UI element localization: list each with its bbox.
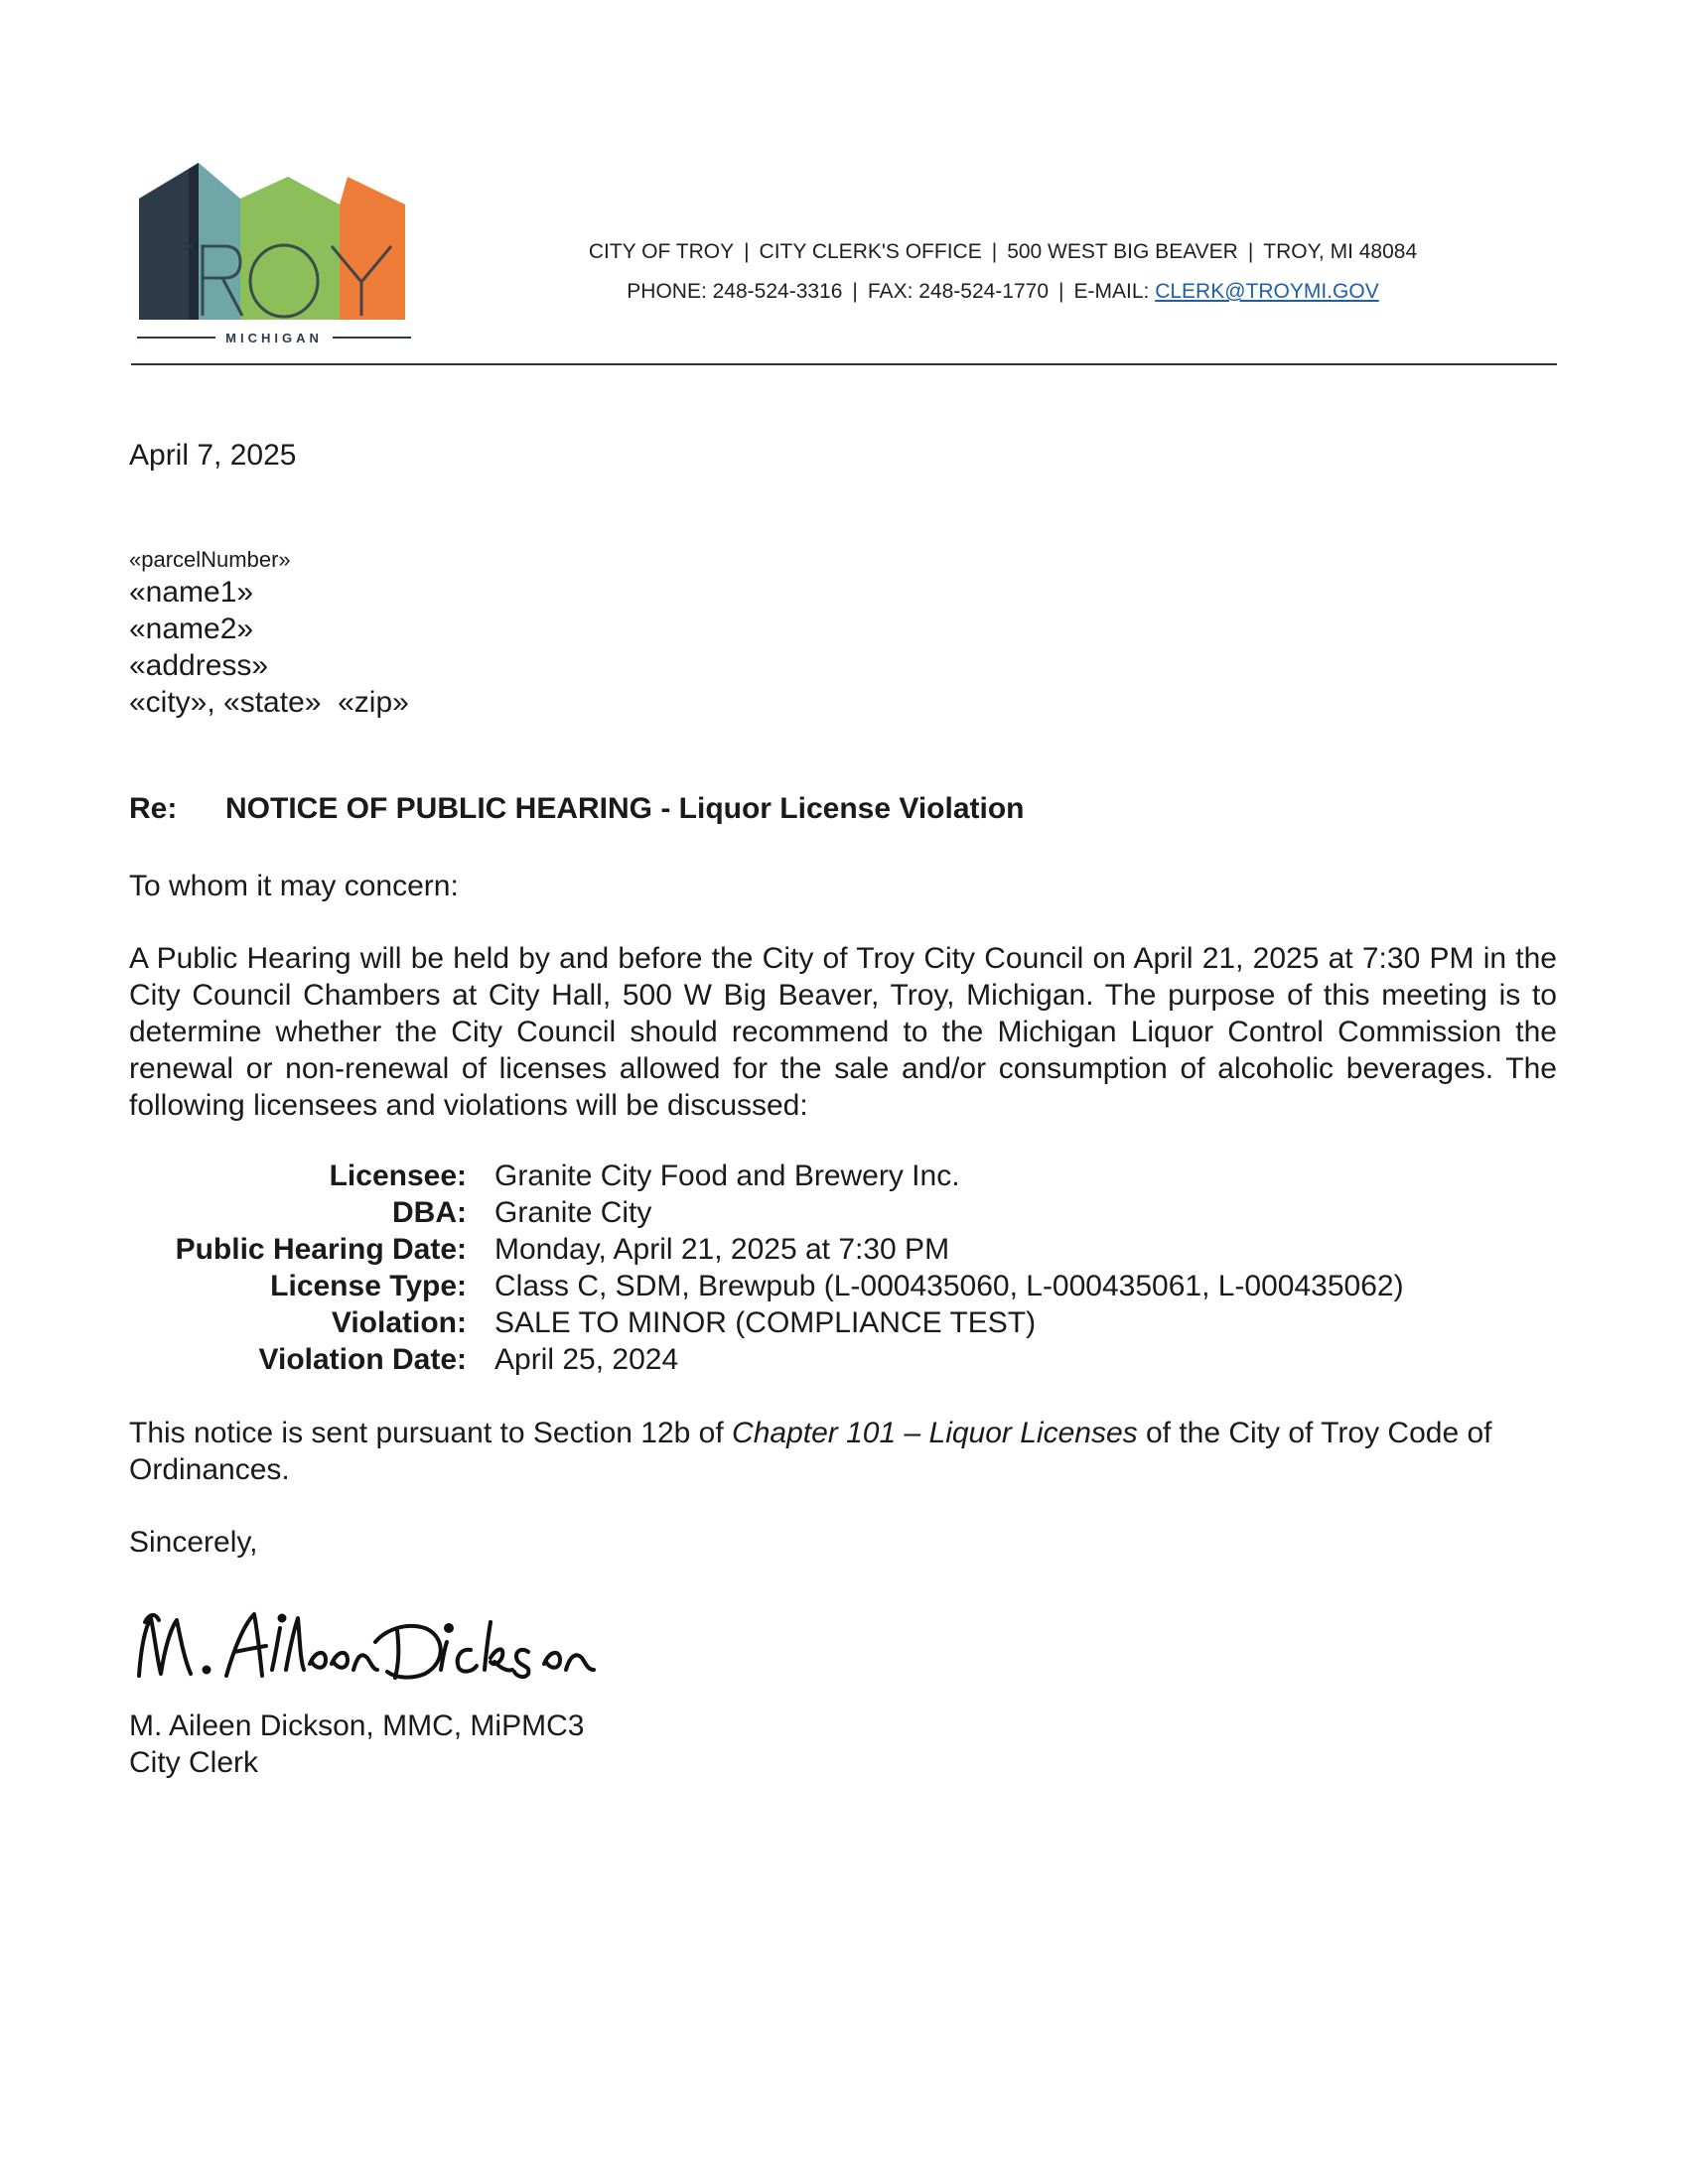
- recipient-name2: «name2»: [129, 613, 254, 645]
- detail-label: Violation:: [331, 1306, 467, 1339]
- pursuant-text-end: of the City of Troy Code of Ordinances.: [129, 1417, 1492, 1486]
- re-subject: NOTICE OF PUBLIC HEARING - Liquor License Violation: [225, 792, 1025, 825]
- recipient-block: [129, 546, 409, 721]
- signer-name: M. Aileen Dickson, MMC, MiPMC3: [129, 1709, 585, 1742]
- detail-value: Class C, SDM, Brewpub (L-000435060, L-000435061, L-000435062): [494, 1270, 1404, 1302]
- subject-line: [129, 792, 1025, 826]
- signature-graphic: [127, 1578, 663, 1698]
- letter-date: April 7, 2025: [129, 439, 297, 472]
- detail-label: Violation Date:: [258, 1343, 467, 1376]
- logo-subtitle-row: [137, 328, 411, 347]
- street-address: 500 WEST BIG BEAVER: [1007, 240, 1238, 263]
- email-label: E-MAIL:: [1073, 280, 1150, 303]
- email-link[interactable]: CLERK@TROYMI.GOV: [1155, 280, 1379, 303]
- detail-value: SALE TO MINOR (COMPLIANCE TEST): [494, 1306, 1037, 1339]
- logo-subtitle: MICHIGAN: [225, 330, 323, 345]
- detail-row-license-type: [129, 1268, 1404, 1304]
- pursuant-paragraph: [129, 1415, 1559, 1488]
- signer-block: [129, 1707, 584, 1781]
- troy-logo: [137, 159, 411, 349]
- separator: |: [744, 240, 750, 263]
- logo-rule-right: [333, 337, 411, 339]
- city-state-zip: TROY, MI 48084: [1263, 240, 1418, 263]
- ordinance-title: Chapter 101 – Liquor Licenses: [732, 1417, 1138, 1449]
- detail-row-licensee: [129, 1158, 1404, 1194]
- separator: |: [1247, 240, 1254, 263]
- detail-row-hearing-date: [129, 1231, 1404, 1268]
- recipient-address: «address»: [129, 649, 269, 682]
- closing: Sincerely,: [129, 1526, 258, 1559]
- phone: PHONE: 248-524-3316: [627, 280, 843, 303]
- detail-label: Licensee:: [329, 1160, 467, 1192]
- license-details: [129, 1158, 1404, 1378]
- greeting: To whom it may concern:: [129, 870, 459, 902]
- header-divider: [131, 363, 1557, 365]
- fax: FAX: 248-524-1770: [867, 280, 1050, 303]
- detail-value: Monday, April 21, 2025 at 7:30 PM: [494, 1233, 950, 1266]
- detail-value: Granite City Food and Brewery Inc.: [494, 1160, 960, 1192]
- separator: |: [1058, 280, 1064, 303]
- detail-row-dba: [129, 1194, 1404, 1231]
- org-name: CITY OF TROY: [588, 240, 735, 263]
- body-paragraph: A Public Hearing will be held by and before the City of Troy City Council on April 21, 2025 at 7:30 PM in the City Council Chambers at City Hall, 500 W Big Beaver, Troy, Michigan. The purpose of this meeting is to determine whether the City Council should recommend to the Michigan Liquor Control Commission the renewal or non-renewal of licenses allowed for the sale and/or consumption of alcoholic beverages. The following licensees and violations will be discussed:: [129, 942, 1557, 1122]
- detail-label: DBA:: [392, 1196, 467, 1229]
- detail-label: License Type:: [270, 1270, 467, 1302]
- office-name: CITY CLERK'S OFFICE: [759, 240, 982, 263]
- handwritten-signature: [127, 1578, 663, 1698]
- recipient-name1: «name1»: [129, 576, 254, 609]
- troy-logo-graphic: [137, 159, 411, 326]
- recipient-parcel: «parcelNumber»: [129, 547, 291, 572]
- pursuant-text: This notice is sent pursuant to Section 12b of: [129, 1417, 733, 1449]
- re-label: Re:: [129, 792, 178, 825]
- recipient-city-state-zip: «city», «state» «zip»: [129, 686, 409, 719]
- detail-value: April 25, 2024: [494, 1343, 679, 1376]
- letterhead-line-1: [556, 232, 1450, 272]
- detail-value: Granite City: [494, 1196, 652, 1229]
- detail-label: Public Hearing Date:: [175, 1233, 467, 1266]
- detail-row-violation-date: [129, 1341, 1404, 1378]
- logo-rule-left: [137, 337, 215, 339]
- signer-title: City Clerk: [129, 1746, 259, 1779]
- letterhead-contact: [556, 232, 1450, 312]
- separator: |: [852, 280, 858, 303]
- separator: |: [991, 240, 998, 263]
- detail-row-violation: [129, 1304, 1404, 1341]
- letterhead-line-2: [556, 272, 1450, 312]
